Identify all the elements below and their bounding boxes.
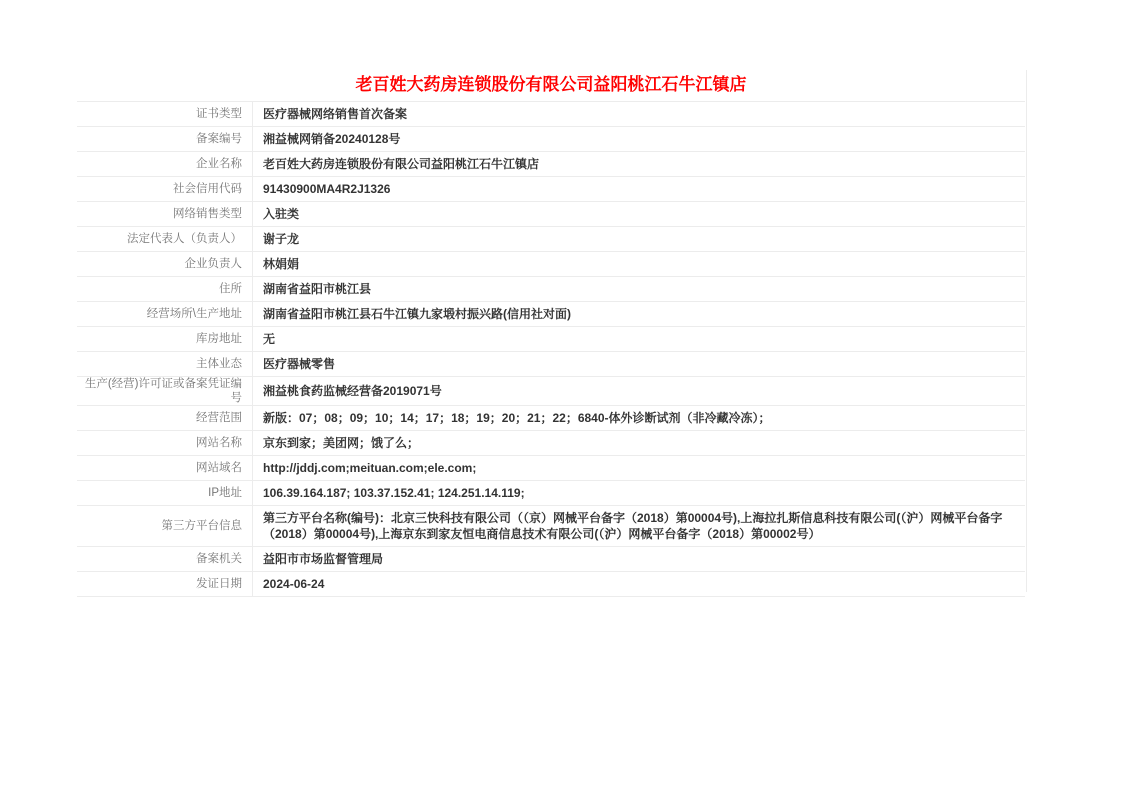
- field-value: 湘益桃食药监械经营备2019071号: [263, 384, 442, 398]
- content-area: [77, 0, 1025, 597]
- field-value: 2024-06-24: [263, 577, 325, 591]
- field-label: 社会信用代码: [77, 177, 253, 201]
- content-right-border: [1026, 70, 1027, 592]
- field-label: 法定代表人（负责人）: [77, 227, 253, 251]
- field-value: 谢子龙: [263, 232, 300, 246]
- field-label: 网站域名: [77, 456, 253, 480]
- field-value: 91430900MA4R2J1326: [263, 182, 391, 196]
- field-label: 库房地址: [77, 327, 253, 351]
- table-row: [77, 302, 1025, 327]
- field-label: 第三方平台信息: [77, 506, 253, 546]
- table-row: [77, 406, 1025, 431]
- table-row: [77, 547, 1025, 572]
- table-row: [77, 252, 1025, 277]
- field-label: 经营场所\生产地址: [77, 302, 253, 326]
- field-label: 备案编号: [77, 127, 253, 151]
- field-label: 生产(经营)许可证或备案凭证编号: [77, 377, 253, 405]
- field-value: 106.39.164.187; 103.37.152.41; 124.251.14.119;: [263, 486, 525, 500]
- field-value: 入驻类: [263, 207, 300, 221]
- table-row: [77, 377, 1025, 406]
- table-row: [77, 277, 1025, 302]
- table-row: [77, 177, 1025, 202]
- field-label: 住所: [77, 277, 253, 301]
- field-value: 无: [263, 332, 276, 346]
- table-row: [77, 352, 1025, 377]
- field-label: 企业名称: [77, 152, 253, 176]
- field-value: http://jddj.com;meituan.com;ele.com;: [263, 461, 477, 475]
- table-row: [77, 506, 1025, 547]
- field-label: 证书类型: [77, 102, 253, 126]
- field-value: 医疗器械零售: [263, 357, 336, 371]
- field-value: 益阳市市场监督管理局: [263, 552, 384, 566]
- field-value: 第三方平台名称(编号)：北京三快科技有限公司（（京）网械平台备字（2018）第00004号),上海拉扎斯信息科技有限公司(（沪）网械平台备字（2018）第00004号),上海京东到家友恒电商信息技术有限公司(（沪）网械平台备字（2018）第00002号）: [263, 511, 1003, 541]
- table-row: [77, 152, 1025, 177]
- page-title: 老百姓大药房连锁股份有限公司益阳桃江石牛江镇店: [355, 75, 747, 94]
- field-label: IP地址: [77, 481, 253, 505]
- field-value: 医疗器械网络销售首次备案: [263, 107, 408, 121]
- table-row: [77, 572, 1025, 597]
- table-row: [77, 227, 1025, 252]
- table-row: [77, 327, 1025, 352]
- field-label: 网站名称: [77, 431, 253, 455]
- field-value: 湖南省益阳市桃江县石牛江镇九家塅村振兴路(信用社对面): [263, 307, 571, 321]
- table-row: [77, 102, 1025, 127]
- certificate-info-table: [77, 101, 1025, 597]
- field-label: 网络销售类型: [77, 202, 253, 226]
- table-row: [77, 481, 1025, 506]
- table-row: [77, 431, 1025, 456]
- field-label: 经营范围: [77, 406, 253, 430]
- field-label: 备案机关: [77, 547, 253, 571]
- field-label: 企业负责人: [77, 252, 253, 276]
- table-row: [77, 202, 1025, 227]
- field-value: 新版：07；08；09；10；14；17；18；19；20；21；22；6840-体外诊断试剂（非冷藏冷冻）；: [263, 411, 771, 425]
- table-row: [77, 127, 1025, 152]
- field-value: 湖南省益阳市桃江县: [263, 282, 372, 296]
- field-value: 林娟娟: [263, 257, 300, 271]
- field-value: 湘益械网销备20240128号: [263, 132, 401, 146]
- table-row: [77, 456, 1025, 481]
- field-label: 主体业态: [77, 352, 253, 376]
- field-label: 发证日期: [77, 572, 253, 596]
- field-value: 京东到家；美团网；饿了么；: [263, 436, 420, 450]
- field-value: 老百姓大药房连锁股份有限公司益阳桃江石牛江镇店: [263, 157, 540, 171]
